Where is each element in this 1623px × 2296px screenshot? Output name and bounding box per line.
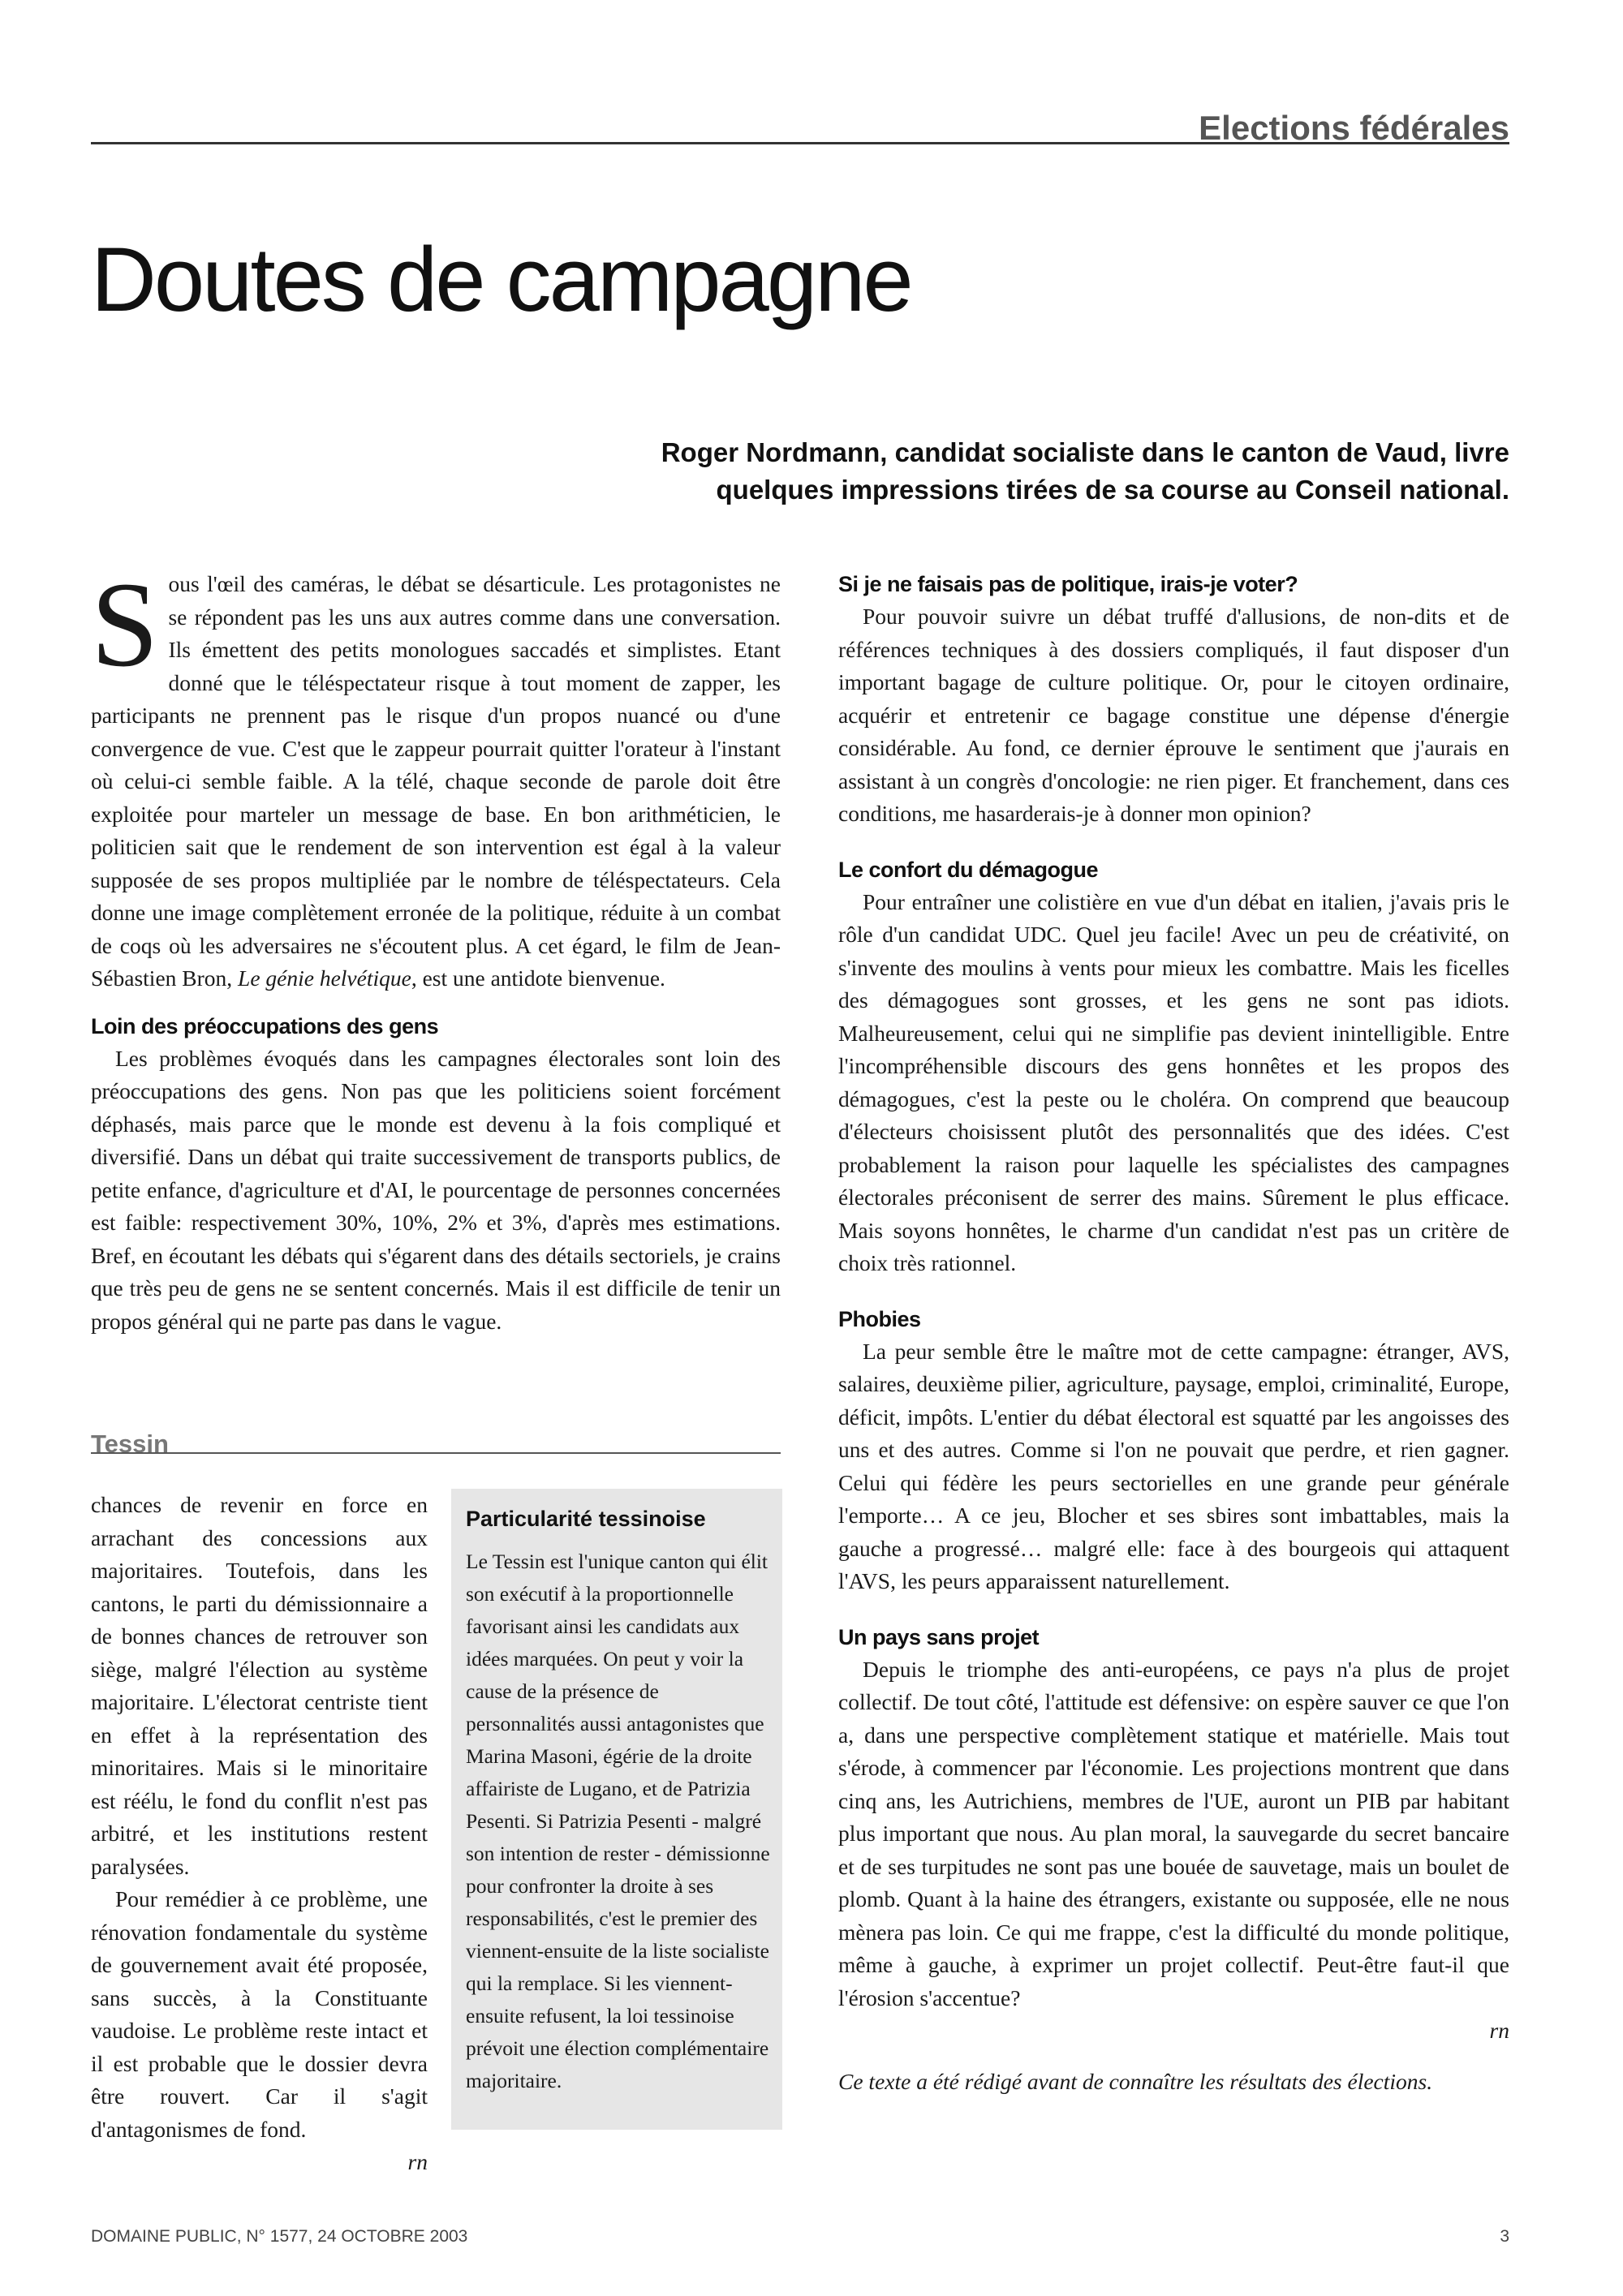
drop-cap: S	[91, 557, 159, 692]
lead-line-1: Roger Nordmann, candidat socialiste dans le canton de Vaud, livre	[661, 437, 1509, 467]
heading-projet: Un pays sans projet	[838, 1624, 1040, 1649]
right-column	[838, 568, 1509, 2098]
tessin-label: Tessin	[91, 1420, 781, 1454]
lead-line-2: quelques impressions tirées de sa course au Conseil national.	[716, 475, 1509, 505]
tessin-paragraph-1: chances de revenir en force en arrachant des concessions aux majoritaires. Toutefois, dans les cantons, le parti du démissionnaire a de bonnes chances de retrouver son siège, malgré l'élection au système majoritaire. L'électorat centriste tient en effet à la représentation des minoritaires. Mais si le minoritaire est réélu, le fond du conflit n'est pas arbitré, et les institutions restent paralysées.	[91, 1492, 428, 1879]
heading-confort: Le confort du démagogue	[838, 857, 1099, 882]
heading-vote: Si je ne faisais pas de politique, irais-je voter?	[838, 572, 1298, 596]
section-title: Elections fédérales	[1199, 109, 1509, 146]
heading-phobies: Phobies	[838, 1306, 921, 1331]
footer-publication: DOMAINE PUBLIC, N° 1577, 24 OCTOBRE 2003	[91, 2227, 468, 2246]
paragraph-loin: Les problèmes évoqués dans les campagnes électorales sont loin des préoccupations des gens. Non pas que les politiciens soient forcément déphasés, mais parce que le monde est devenu à la fois compliqué et diversifié. Dans un débat qui traite successivement de transports publics, de petite enfance, d'agriculture et d'AI, le pourcentage de personnes concernées est faible: respectivement 30%, 10%, 2% et 3%, d'après mes estimations. Bref, en écoutant les débats qui s'égarent dans des détails sectoriels, je crains que très peu de gens ne se sentent concernés. Mais il est difficile de tenir un propos général qui ne parte pas dans le vague.	[91, 1045, 781, 1334]
page-number: 3	[1500, 2227, 1509, 2246]
paragraph-projet: Depuis le triomphe des anti-européens, ce pays n'a plus de projet collectif. De tout côté, l'attitude est défensive: on espère sauver ce que l'on a, dans une perspective complètement statique et matérielle. Mais tout s'érode, à commencer par l'économie. Les projections montrent que dans cinq ans, les Autrichiens, membres de l'UE, auront un PIB par habitant plus important que nous. Au plan moral, la sauvegarde du secret bancaire et de ses turpitudes ne sont pas une bouée de sauvetage, mais un boulet de plomb. Quant à la haine des étrangers, existante ou supposée, elle ne nous mènera pas loin. Ce qui me frappe, c'est la difficulté du monde politique, même à gauche, à exprimer un projet collectif. Peut-être faut-il que l'érosion s'accentue?	[838, 1656, 1509, 2010]
tessin-paragraph-2	[91, 1883, 428, 2146]
intro-text-a: ous l'œil des caméras, le débat se désarticule. Les protagonistes ne se répondent pas les uns aux autres comme dans une conversation. Ils émettent des petits monologues saccadés et simplistes. Etant donné que le téléspectateur risque à tout moment de zapper, les participants ne prennent pas le risque d'un propos nuancé ou d'une convergence de vue. C'est que le zappeur pourrait quitter l'orateur à l'instant où celui-ci semble faible. A la télé, chaque seconde de parole doit être exploitée pour marteler un message de base. En bon arithméticien, le politicien sait que le rendement de son intervention est égal à la valeur supposée de ses propos multipliée par le nombre de téléspectateurs. Cela donne une image complètement erronée de la politique, réduite à un combat de coqs où les adversaires ne s'écoutent plus. A cet égard, le film de Jean-Sébastien Bron,	[91, 571, 781, 991]
box-text: Le Tessin est l'unique canton qui élit son exécutif à la proportionnelle favorisant ainsi les candidats aux idées marquées. On peut y voir la cause de la présence de personnalités aussi antagonistes que Marina Masoni, égérie de la droite affairiste de Lugano, et de Patrizia Pesenti. Si Patrizia Pesenti - malgré son intention de rester - démissionne pour confronter la droite à ses responsabilités, c'est le premier des viennent-ensuite de la liste socialiste qui la remplace. Si les viennent-ensuite refusent, la loi tessinoise prévoit une élection complémentaire majoritaire.	[466, 1550, 770, 2092]
tessin-column	[91, 1489, 428, 2179]
paragraph-phobies: La peur semble être le maître mot de cette campagne: étranger, AVS, salaires, deuxième pilier, agriculture, paysage, emploi, criminalité, Europe, déficit, impôts. L'entier du débat électoral est squatté par les angoisses des uns et des autres. Comme si l'on ne pouvait que perdre, et rien gagner. Celui qui fédère les peurs sectorielles en une grande peur générale l'emporte… A ce jeu, Blocher et ses sbires sont imbattables, mais la gauche a progressé… malgré elle: face à des bourgeois qui attaquent l'AVS, les peurs apparaissent naturellement.	[838, 1338, 1509, 1593]
box-title: Particularité tessinoise	[466, 1507, 706, 1531]
article-lead	[349, 434, 1509, 509]
heading-loin: Loin des préoccupations des gens	[91, 1013, 439, 1038]
tessin-paragraph-2-text: Pour remédier à ce problème, une rénovation fondamentale du système de gouvernement avait été proposée, sans succès, à la Constituante vaudoise. Le problème reste intact et il est probable que le dossier devra être rouvert. Car il s'agit d'antagonismes de fond.	[91, 1886, 428, 2142]
sidebar-box	[451, 1489, 782, 2130]
editor-note: Ce texte a été rédigé avant de connaître les résultats des élections.	[838, 2068, 1433, 2094]
right-signature: rn	[1489, 2018, 1509, 2043]
tessin-signature: rn	[407, 2149, 428, 2174]
intro-text-b: , est une antidote bienvenue.	[411, 965, 665, 991]
paragraph-confort: Pour entraîner une colistière en vue d'un débat en italien, j'avais pris le rôle d'un candidat UDC. Quel jeu facile! Avec un peu de créativité, on s'invente des moulins à vents pour mieux les combattre. Mais les ficelles des démagogues sont grosses, et les gens ne sont pas idiots. Malheureusement, celui qui ne simplifie pas devient inintelligible. Entre l'incompréhensible discours des gens honnêtes et les propos des démagogues, c'est la peste ou le choléra. On comprend que beaucoup d'électeurs choisissent plutôt des personnalités que des idées. C'est probablement la raison pour laquelle les spécialistes des campagnes électorales préconisent de serrer des mains. Sûrement le plus efficace. Mais soyons honnêtes, le charme d'un candidat n'est pas un critère de choix très rationnel.	[838, 888, 1509, 1275]
paragraph-vote: Pour pouvoir suivre un débat truffé d'allusions, de non-dits et de références techniques à des dossiers compliqués, il faut disposer d'un important bagage de culture politique. Or, pour le citoyen ordinaire, acquérir et entretenir ce bagage constitue une dépense d'énergie considérable. Au fond, ce dernier éprouve le sentiment que j'aurais en assistant à un congrès d'oncologie: ne rien piger. Et franchement, dans ces conditions, me hasarderais-je à donner mon opinion?	[838, 604, 1509, 826]
intro-paragraph	[91, 557, 781, 995]
header-rule	[91, 142, 1509, 144]
left-column	[91, 557, 781, 1338]
article-title: Doutes de campagne	[91, 229, 911, 330]
film-title: Le génie helvétique	[238, 965, 411, 991]
